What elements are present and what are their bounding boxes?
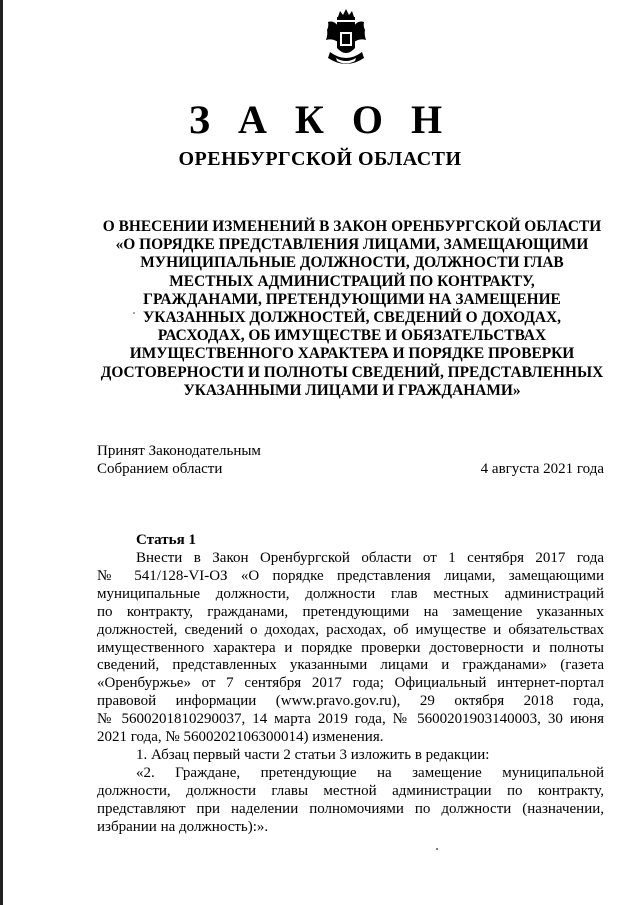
subject-line: «О ПОРЯДКЕ ПРЕДСТАВЛЕНИЯ ЛИЦАМИ, ЗАМЕЩАЮЩИМИ [115, 236, 589, 254]
body-line: имущественного характера и порядке проверки достоверности и полноты [97, 639, 604, 656]
body-line: должностей, сведений о доходах, расходах, об имуществе и обязательствах [97, 621, 604, 638]
body-line: № 541/128-VI-ОЗ «О порядке представления лицами, замещающими [97, 567, 604, 584]
subject-line: ГРАЖДАНАМИ, ПРЕТЕНДУЮЩИМИ НА ЗАМЕЩЕНИЕ [143, 290, 561, 308]
article-heading: Статья 1 [136, 532, 196, 548]
scan-speck [436, 848, 438, 850]
body-line: № 5600201810290037, 14 марта 2019 года, № 5600201903140003, 30 июня [97, 711, 604, 728]
subject-line: МУНИЦИПАЛЬНЫЕ ДОЛЖНОСТИ, ДОЛЖНОСТИ ГЛАВ [140, 254, 564, 272]
body-line: «2. Граждане, претендующие на замещение муниципальной [136, 764, 604, 781]
body-line: 2021 года, № 5600202106300014) изменения. [97, 729, 384, 746]
subject-line: УКАЗАННЫМИ ЛИЦАМИ И ГРАЖДАНАМИ» [183, 381, 521, 399]
adoption-date: 4 августа 2021 года [480, 461, 604, 477]
body-line: «Оренбуржье» от 7 сентября 2017 года; Официальный интернет-портал [97, 675, 604, 692]
document-title: З А К О Н [188, 97, 452, 142]
body-line: должности, должности главы местной администрации по контракту, [97, 782, 604, 799]
subject-line: О ВНЕСЕНИИ ИЗМЕНЕНИЙ В ЗАКОН ОРЕНБУРГСКОЙ ОБЛАСТИ [102, 218, 602, 235]
body-line: по контракту, гражданами, претендующими на замещение указанных [97, 603, 604, 620]
region-title: ОРЕНБУРГСКОЙ ОБЛАСТИ [178, 148, 462, 170]
subject-line: УКАЗАННЫХ ДОЛЖНОСТЕЙ, СВЕДЕНИЙ О ДОХОДАХ, [142, 309, 561, 327]
body-line: правовой информации (www.pravo.gov.ru), 29 октября 2018 года, [97, 693, 604, 710]
subject-line: МЕСТНЫХ АДМИНИСТРАЦИЙ ПО КОНТРАКТУ, [169, 272, 535, 290]
law-subject-heading [96, 218, 608, 400]
subject-line: ДОСТОВЕРНОСТИ И ПОЛНОТЫ СВЕДЕНИЙ, ПРЕДСТАВЛЕННЫХ [100, 363, 604, 381]
subject-line: РАСХОДАХ, ОБ ИМУЩЕСТВЕ И ОБЯЗАТЕЛЬСТВАХ [157, 327, 547, 345]
article-body [97, 550, 604, 837]
adoption-block [97, 442, 261, 478]
coat-of-arms-icon [324, 8, 368, 68]
body-line: сведений, представленных указанными лицами и гражданами» (газета [97, 657, 604, 674]
body-line: представляют при наделении полномочиями по должности (назначении, [97, 800, 604, 817]
adopted-by-line: Собранием области [97, 461, 223, 477]
adopted-by-line: Принят Законодательным [97, 443, 261, 459]
body-line: муниципальные должности, должности глав местных администраций [97, 585, 604, 602]
subject-line: ИМУЩЕСТВЕННОГО ХАРАКТЕРА И ПОРЯДКЕ ПРОВЕРКИ [129, 345, 575, 363]
body-line: Внести в Закон Оренбургской области от 1 сентября 2017 года [136, 550, 604, 566]
scan-speck [133, 312, 135, 314]
body-line: 1. Абзац первый части 2 статьи 3 изложить в редакции: [136, 746, 490, 763]
body-line: избрании на должность):». [97, 818, 269, 835]
